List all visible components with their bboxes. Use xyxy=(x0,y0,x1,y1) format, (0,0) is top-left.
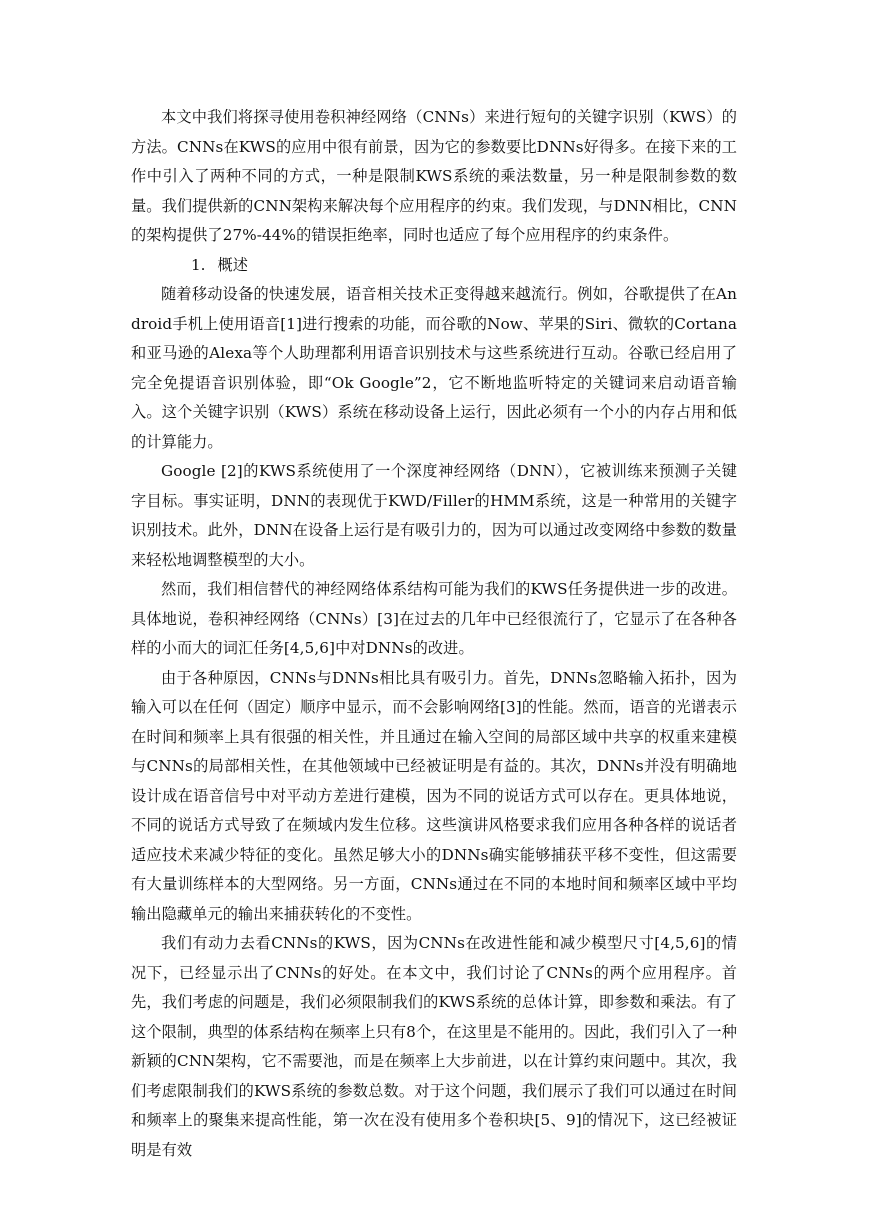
body-paragraph-5: 我们有动力去看CNNs的KWS，因为CNNs在改进性能和减少模型尺寸[4,5,6]的情况下，已经显示出了CNNs的好处。在本文中，我们讨论了CNNs的两个应用程序。首先，我们考虑的问题是，我们必须限制我们的KWS系统的总体计算，即参数和乘法。有了这个限制，典型的体系结构在频率上只有8个，在这里是不能用的。因此，我们引入了一种新颖的CNN架构，它不需要池，而是在频率上大步前进，以在计算约束问题中。其次，我们考虑限制我们的KWS系统的参数总数。对于这个问题，我们展示了我们可以通过在时间和频率上的聚集来提高性能，第一次在没有使用多个卷积块[5、9]的情况下，这已经被证明是有效 xyxy=(131,934,737,1159)
section-number: 1. xyxy=(191,255,206,274)
document-body xyxy=(131,103,737,1165)
body-paragraph-1: 随着移动设备的快速发展，语音相关技术正变得越来越流行。例如，谷歌提供了在Android手机上使用语音[1]进行搜索的功能，而谷歌的Now、苹果的Siri、微软的Cortana和亚马逊的Alexa等个人助理都利用语音识别技术与这些系统进行互动。谷歌已经启用了完全免提语音识别体验，即“Ok Google”2，它不断地监听特定的关键词来启动语音输入。这个关键字识别（KWS）系统在移动设备上运行，因此必须有一个小的内存占用和低的计算能力。 xyxy=(131,285,737,451)
section-title: 概述 xyxy=(217,255,248,274)
body-paragraph-3: 然而，我们相信替代的神经网络体系结构可能为我们的KWS任务提供进一步的改进。具体地说，卷积神经网络（CNNs）[3]在过去的几年中已经很流行了，它显示了在各种各样的小而大的词汇任务[4,5,6]中对DNNs的改进。 xyxy=(131,580,737,657)
body-paragraph-2: Google [2]的KWS系统使用了一个深度神经网络（DNN），它被训练来预测子关键字目标。事实证明，DNN的表现优于KWD/Filler的HMM系统，这是一种常用的关键字识别技术。此外，DNN在设备上运行是有吸引力的，因为可以通过改变网络中参数的数量来轻松地调整模型的大小。 xyxy=(131,462,737,569)
body-paragraph-4: 由于各种原因，CNNs与DNNs相比具有吸引力。首先，DNNs忽略输入拓扑，因为输入可以在任何（固定）顺序中显示，而不会影响网络[3]的性能。然而，语音的光谱表示在时间和频率上具有很强的相关性，并且通过在输入空间的局部区域中共享的权重来建模与CNNs的局部相关性，在其他领域中已经被证明是有益的。其次，DNNs并没有明确地设计成在语音信号中对平动方差进行建模，因为不同的说话方式可以存在。更具体地说，不同的说话方式导致了在频域内发生位移。这些演讲风格要求我们应用各种各样的说话者适应技术来减少特征的变化。虽然足够大小的DNNs确实能够捕获平移不变性，但这需要有大量训练样本的大型网络。另一方面，CNNs通过在不同的本地时间和频率区域中平均输出隐藏单元的输出来捕获转化的不变性。 xyxy=(131,668,737,923)
section-heading xyxy=(131,251,737,281)
abstract-paragraph: 本文中我们将探寻使用卷积神经网络（CNNs）来进行短句的关键字识别（KWS）的方法。CNNs在KWS的应用中很有前景，因为它的参数要比DNNs好得多。在接下来的工作中引入了两种不同的方式，一种是限制KWS系统的乘法数量，另一种是限制参数的数量。我们提供新的CNN架构来解决每个应用程序的约束。我们发现，与DNN相比，CNN的架构提供了27%-44%的错误拒绝率，同时也适应了每个应用程序的约束条件。 xyxy=(131,108,737,244)
